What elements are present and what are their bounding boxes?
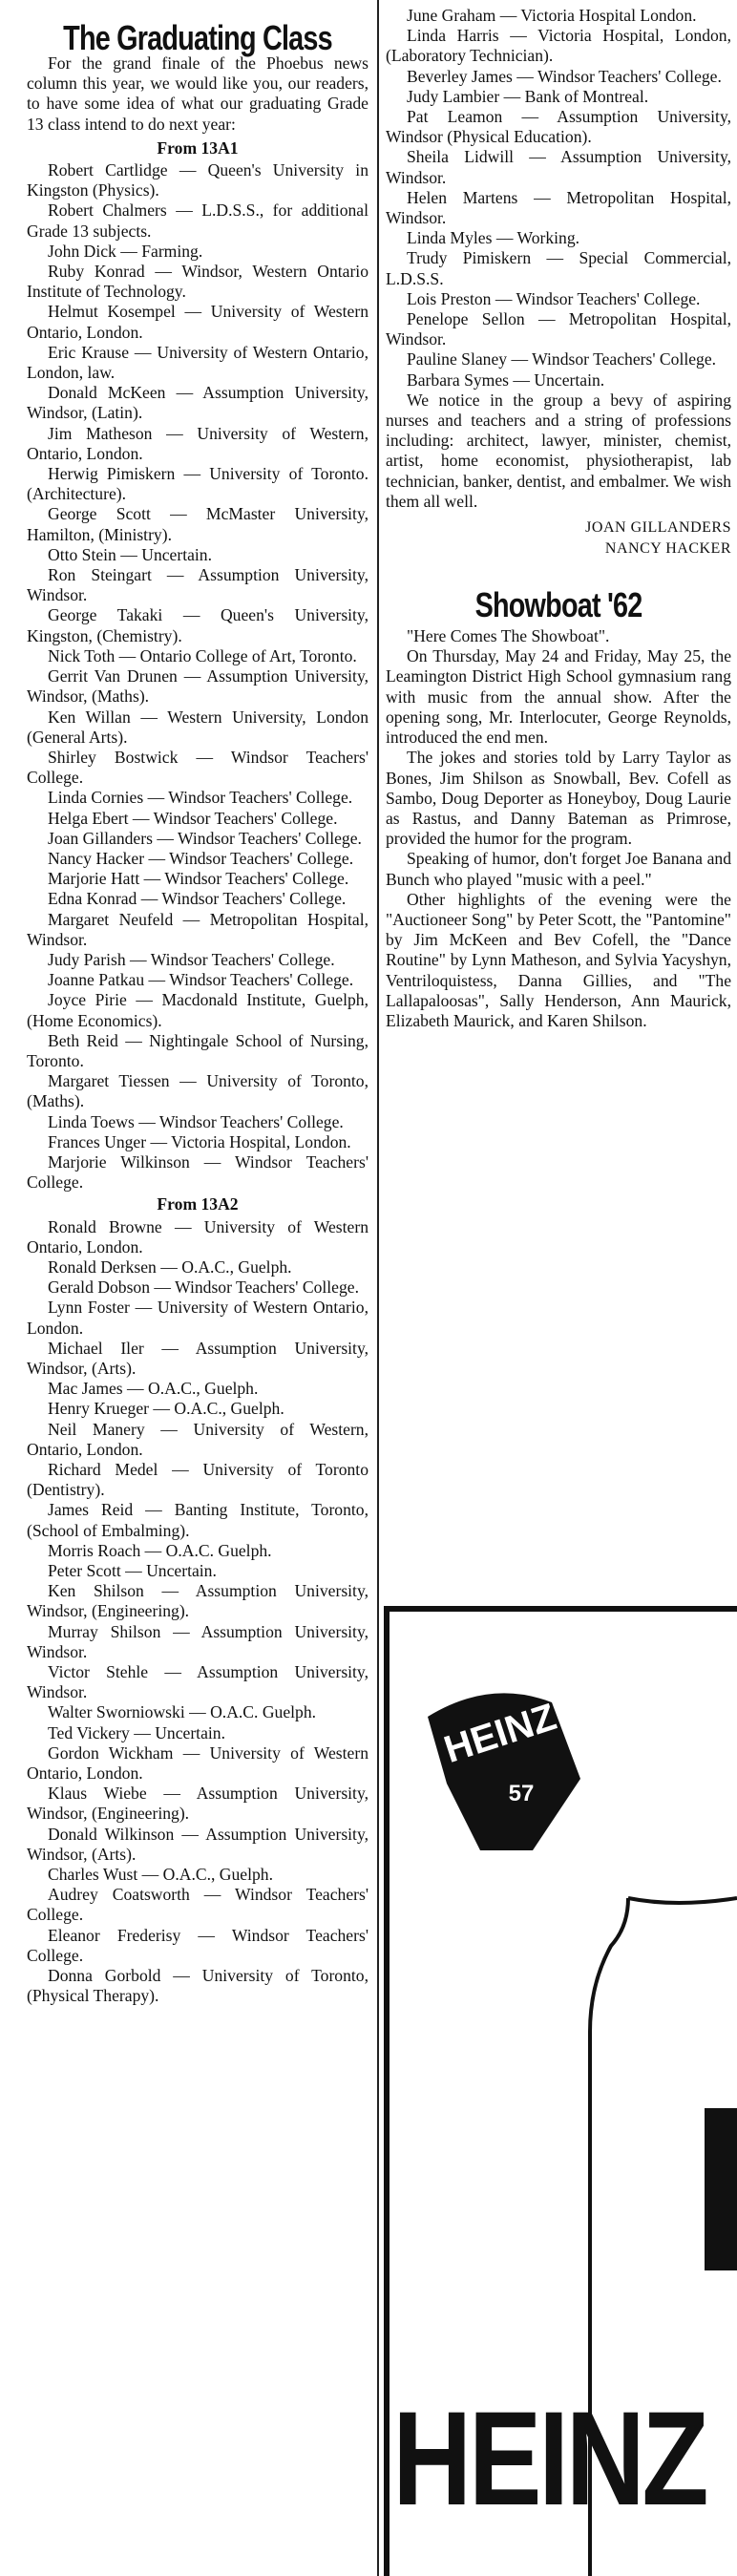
graduate-entry: Trudy Pimiskern — Special Commercial, L.D.S.S. xyxy=(386,248,731,288)
graduating-closing: We notice in the group a bevy of aspiring nurses and teachers and a string of professions including: architect, lawyer, minister, chemist, artist, home economist, physiotherapist, lab technician, banker, dentist, and embalmer. We wish them all well. xyxy=(386,390,731,511)
showboat-article xyxy=(386,626,731,1031)
showboat-paragraph: Other highlights of the evening were the "Auctioneer Song" by Peter Scott, the "Pantomine" by Jim McKeen and Bev Cofell, the "Dance Routine" by Lynn Matheson, and Sylvia Yacyshyn, Ventriloquistess, Danna Gillies, and "The Lallapaloosas", Sally Henderson, Ann Maurick, Elizabeth Maurick, and Karen Shilson. xyxy=(386,889,731,1030)
group1-list xyxy=(27,160,368,1193)
graduate-entry: Linda Toews — Windsor Teachers' College. xyxy=(48,1111,344,1131)
graduate-entry: Shirley Bostwick — Windsor Teachers' College. xyxy=(27,747,368,788)
graduate-entry: Edna Konrad — Windsor Teachers' College. xyxy=(48,889,347,909)
graduate-entry: Joanne Patkau — Windsor Teachers' College. xyxy=(48,970,354,990)
graduate-entry: Henry Krueger — O.A.C., Guelph. xyxy=(48,1399,284,1419)
graduate-entry: Lois Preston — Windsor Teachers' College. xyxy=(407,288,701,308)
group2-continued-list xyxy=(386,6,731,391)
graduate-entry: George Takaki — Queen's University, Kingston, (Chemistry). xyxy=(27,605,368,645)
signature-nancy: NANCY HACKER xyxy=(604,540,731,558)
graduate-entry: June Graham — Victoria Hospital London. xyxy=(407,6,697,25)
graduate-entry: Nancy Hacker — Windsor Teachers' College. xyxy=(48,848,354,868)
graduate-entry: Lynn Foster — University of Western Ontario, London. xyxy=(27,1298,368,1338)
graduate-entry: Jim Matheson — University of Western, Ontario, London. xyxy=(27,423,368,463)
showboat-paragraph: "Here Comes The Showboat". xyxy=(407,626,610,646)
graduate-entry: Mac James — O.A.C., Guelph. xyxy=(48,1379,259,1399)
graduate-entry: Michael Iler — Assumption University, Windsor, (Arts). xyxy=(27,1338,368,1378)
graduate-entry: Donald Wilkinson — Assumption University, Windsor, (Arts). xyxy=(27,1824,368,1864)
graduating-class-headline: The Graduating Class xyxy=(63,18,332,57)
graduate-entry: Gerrit Van Drunen — Assumption University, Windsor, (Maths). xyxy=(27,666,368,707)
graduate-entry: George Scott — McMaster University, Hamilton, (Ministry). xyxy=(27,504,368,544)
graduate-entry: James Reid — Banting Institute, Toronto, (School of Embalming). xyxy=(27,1500,368,1540)
graduate-entry: Pauline Slaney — Windsor Teachers' College. xyxy=(407,349,717,370)
graduate-entry: Beverley James — Windsor Teachers' College. xyxy=(407,66,722,86)
showboat-headline: Showboat '62 xyxy=(474,585,642,625)
bottle-label xyxy=(705,2108,737,2270)
heinz-keystone-logo xyxy=(428,1693,580,1850)
graduate-entry: Judy Parish — Windsor Teachers' College. xyxy=(48,949,335,969)
graduate-entry: Ken Shilson — Assumption University, Windsor, (Engineering). xyxy=(27,1581,368,1621)
graduate-entry: Charles Wust — O.A.C., Guelph. xyxy=(48,1865,273,1885)
graduate-entry: Sheila Lidwill — Assumption University, Windsor. xyxy=(386,147,731,187)
right-column xyxy=(386,0,731,1031)
graduate-entry: Ken Willan — Western University, London (General Arts). xyxy=(27,707,368,747)
graduate-entry: Donald McKeen — Assumption University, Windsor, (Latin). xyxy=(27,383,368,423)
showboat-paragraph: On Thursday, May 24 and Friday, May 25, the Leamington District High School gymnasium rang with music from the annual show. After the opening song, Mr. Interlocuter, George Reynolds, introduced the end men. xyxy=(386,646,731,748)
heinz-ad-graphic xyxy=(390,1612,737,2576)
graduate-entry: Ronald Derksen — O.A.C., Guelph. xyxy=(48,1256,292,1277)
graduate-entry: John Dick — Farming. xyxy=(48,241,203,261)
graduate-entry: Donna Gorbold — University of Toronto, (Physical Therapy). xyxy=(27,1966,368,2006)
graduating-intro: For the grand finale of the Phoebus news column this year, we would like you, our readers, to have some idea of what our graduating Grade 13 class intend to do next year: xyxy=(27,53,368,134)
graduate-entry: Herwig Pimiskern — University of Toronto. (Architecture). xyxy=(27,464,368,504)
graduate-entry: Helga Ebert — Windsor Teachers' College. xyxy=(48,808,338,828)
graduate-entry: Otto Stein — Uncertain. xyxy=(48,544,212,564)
graduate-entry: Murray Shilson — Assumption University, Windsor. xyxy=(27,1621,368,1661)
graduate-entry: Helmut Kosempel — University of Western Ontario, London. xyxy=(27,302,368,342)
graduate-entry: Linda Myles — Working. xyxy=(407,228,580,248)
graduate-entry: Eric Krause — University of Western Ontario, London, law. xyxy=(27,342,368,383)
bottle-neck xyxy=(628,1898,737,1903)
group2-list xyxy=(27,1217,368,2007)
graduate-entry: Gerald Dobson — Windsor Teachers' College. xyxy=(48,1277,359,1298)
graduate-entry: Ron Steingart — Assumption University, Windsor. xyxy=(27,565,368,605)
graduate-entry: Victor Stehle — Assumption University, Windsor. xyxy=(27,1662,368,1702)
graduate-entry: Linda Harris — Victoria Hospital, London, (Laboratory Technician). xyxy=(386,26,731,66)
showboat-paragraph: Speaking of humor, don't forget Joe Banana and Bunch who played "music with a peel." xyxy=(386,849,731,889)
left-column xyxy=(27,0,368,2007)
graduate-entry: Neil Manery — University of Western, Ontario, London. xyxy=(27,1419,368,1459)
graduate-entry: Nick Toth — Ontario College of Art, Toronto. xyxy=(48,645,357,665)
heinz-logo-text: HEINZ xyxy=(439,1696,561,1772)
group2-label: From 13A2 xyxy=(157,1194,239,1214)
graduate-entry: Joan Gillanders — Windsor Teachers' College. xyxy=(48,828,362,848)
graduate-entry: Richard Medel — University of Toronto (Dentistry). xyxy=(27,1460,368,1500)
graduate-entry: Margaret Tiessen — University of Toronto, (Maths). xyxy=(27,1071,368,1111)
heinz-advertisement xyxy=(384,1606,737,2576)
graduate-entry: Ruby Konrad — Windsor, Western Ontario Institute of Technology. xyxy=(27,262,368,302)
graduate-entry: Ronald Browne — University of Western Ontario, London. xyxy=(27,1216,368,1256)
graduate-entry: Pat Leamon — Assumption University, Windsor (Physical Education). xyxy=(386,107,731,147)
graduate-entry: Penelope Sellon — Metropolitan Hospital, Windsor. xyxy=(386,309,731,349)
graduate-entry: Walter Sworniowski — O.A.C. Guelph. xyxy=(48,1702,317,1722)
column-divider xyxy=(377,0,379,2576)
graduate-entry: Margaret Neufeld — Metropolitan Hospital, Windsor. xyxy=(27,909,368,949)
heinz-logo-number: 57 xyxy=(508,1781,535,1806)
graduate-entry: Ted Vickery — Uncertain. xyxy=(48,1722,225,1742)
graduate-entry: Joyce Pirie — Macdonald Institute, Guelph, (Home Economics). xyxy=(27,990,368,1030)
graduate-entry: Beth Reid — Nightingale School of Nursing, Toronto. xyxy=(27,1030,368,1070)
graduate-entry: Robert Chalmers — L.D.S.S., for additional Grade 13 subjects. xyxy=(27,201,368,241)
graduate-entry: Helen Martens — Metropolitan Hospital, Windsor. xyxy=(386,187,731,228)
graduate-entry: Robert Cartlidge — Queen's University in Kingston (Physics). xyxy=(27,160,368,201)
signature-block xyxy=(386,517,731,560)
graduate-entry: Marjorie Hatt — Windsor Teachers' College. xyxy=(48,869,349,889)
graduate-entry: Linda Cornies — Windsor Teachers' College. xyxy=(48,788,353,808)
graduate-entry: Peter Scott — Uncertain. xyxy=(48,1561,217,1581)
graduate-entry: Barbara Symes — Uncertain. xyxy=(407,370,605,390)
graduate-entry: Eleanor Frederisy — Windsor Teachers' College. xyxy=(27,1925,368,1965)
graduate-entry: Judy Lambier — Bank of Montreal. xyxy=(407,86,649,106)
graduate-entry: Gordon Wickham — University of Western Ontario, London. xyxy=(27,1742,368,1784)
graduate-entry: Morris Roach — O.A.C. Guelph. xyxy=(48,1540,272,1560)
heinz-bottom-text: HEINZ xyxy=(392,2384,706,2534)
graduate-entry: Klaus Wiebe — Assumption University, Windsor, (Engineering). xyxy=(27,1784,368,1824)
signature-joan: JOAN GILLANDERS xyxy=(585,519,731,537)
graduate-entry: Audrey Coatsworth — Windsor Teachers' College. xyxy=(27,1885,368,1925)
group1-label: From 13A1 xyxy=(157,137,239,158)
graduate-entry: Frances Unger — Victoria Hospital, London. xyxy=(48,1131,351,1151)
showboat-paragraph: The jokes and stories told by Larry Taylor as Bones, Jim Shilson as Snowball, Bev. Cofell as Sambo, Doug Deporter as Honeyboy, Doug Laurie as Rastus, and Danny Bateman as Primrose, provided the humor for the program. xyxy=(386,748,731,849)
graduate-entry: Marjorie Wilkinson — Windsor Teachers' College. xyxy=(27,1151,368,1193)
